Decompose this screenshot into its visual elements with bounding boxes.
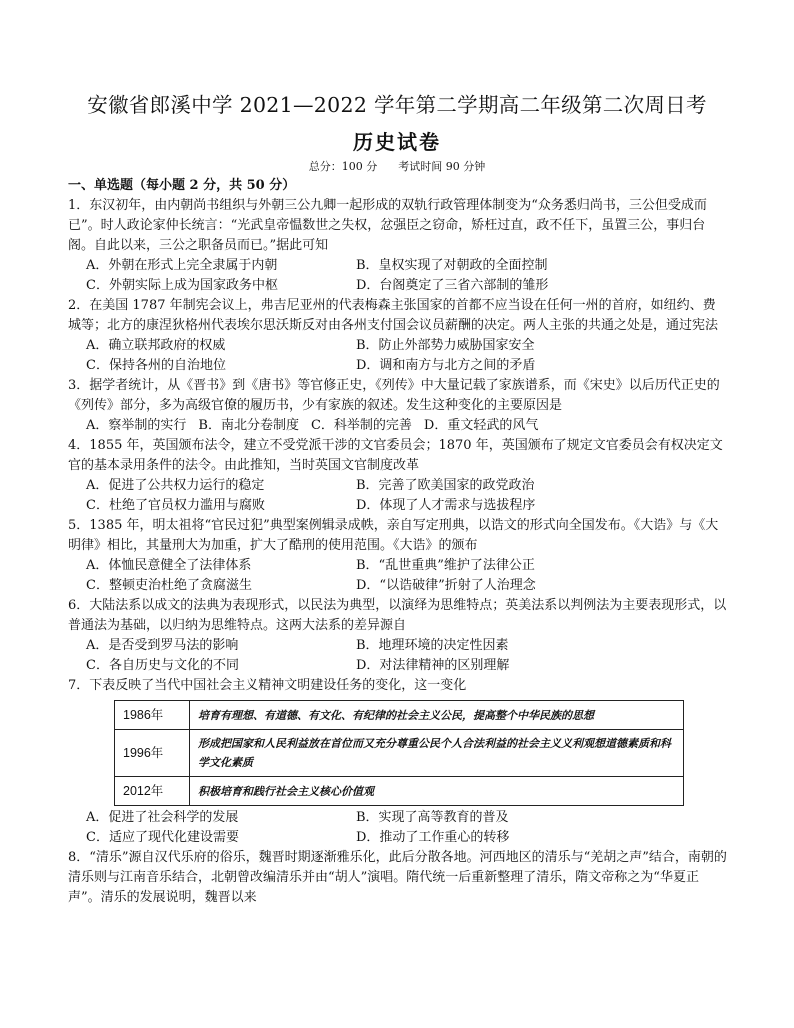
question-2 (68, 296, 728, 376)
question-3 (68, 376, 728, 436)
question-stem: 4．1855 年，英国颁布法令，建立不受党派干涉的文官委员会；1870 年，英国颁布了规定文官委员会有权决定文官的基本录用条件的法令。由此推知，当时英国文官制度改革 (68, 438, 723, 473)
option-d: D．台阁奠定了三省六部制的雏形 (356, 278, 549, 293)
option-a: A．促进了公共权力运行的稳定 (86, 478, 265, 493)
options (68, 808, 728, 848)
question-1 (68, 196, 728, 296)
question-7 (68, 676, 728, 848)
exam-meta: 总分：100 分 考试时间 90 分钟 (308, 160, 486, 173)
question-4 (68, 436, 728, 516)
options (68, 336, 728, 376)
exam-subtitle: 历史试卷 (353, 130, 441, 154)
option-d: D．重文轻武的风气 (423, 418, 539, 433)
question-stem: 5．1385 年，明太祖将“官民过犯”典型案例辑录成帙，亲自写定刑典，以诰文的形式向全国发布。《大诰》与《大明律》相比，其量刑大为加重，扩大了酷刑的使用范围。《大诰》的颁布 (68, 518, 719, 553)
exam-body (68, 176, 728, 908)
options (68, 636, 728, 676)
option-b: B．南北分卷制度 (198, 418, 299, 433)
question-stem: 2．在美国 1787 年制宪会议上，弗吉尼亚州的代表梅森主张国家的首都不应当设在任何一州的首府，如纽约、费城等；北方的康涅狄格州代表埃尔思沃斯反对由各州支付国会议员薪酬的决定。两人主张的共通之处是，通过宪法 (68, 298, 719, 333)
table-row (115, 777, 684, 806)
option-a: A．促进了社会科学的发展 (86, 810, 239, 825)
question-6 (68, 596, 728, 676)
option-a: A．体恤民意健全了法律体系 (86, 558, 252, 573)
table-cell-year: 1986年 (115, 701, 190, 730)
table-cell-content: 培育有理想、有道德、有文化、有纪律的社会主义公民，提高整个中华民族的思想 (190, 701, 684, 730)
option-c: C．适应了现代化建设需要 (86, 830, 239, 845)
option-a: A．察举制的实行 (86, 418, 187, 433)
question-5 (68, 516, 728, 596)
option-c: C．保持各州的自治地位 (86, 358, 226, 373)
option-d: D．“以诰破律”折射了人治理念 (356, 578, 536, 593)
option-b: B．完善了欧美国家的政党政治 (356, 478, 535, 493)
option-b: B．“乱世重典”维护了法律公正 (356, 558, 535, 573)
task-table (114, 700, 684, 806)
question-stem: 3．据学者统计，从《晋书》到《唐书》等官修正史，《列传》中大量记载了家族谱系，而《宋史》以后历代正史的《列传》部分，多为高级官僚的履历书，少有家族的叙述。发生这种变化的主要原因是 (68, 378, 720, 413)
option-c: C．杜绝了官员权力滥用与腐败 (86, 498, 265, 513)
option-b: B．防止外部势力威胁国家安全 (356, 338, 535, 353)
option-c: C．科举制的完善 (310, 418, 412, 433)
options (68, 476, 728, 516)
option-a: A．外朝在形式上完全隶属于内朝 (86, 258, 278, 273)
option-b: B．实现了高等教育的普及 (356, 810, 509, 825)
question-stem: 8．“清乐”源自汉代乐府的俗乐，魏晋时期逐渐雅乐化，此后分散各地。河西地区的清乐与“羌胡之声”结合，南朝的清乐则与江南音乐结合，北朝曾改编清乐并由“胡人”演唱。隋代统一后重新整理了清乐，隋文帝称之为“华夏正声”。清乐的发展说明，魏晋以来 (68, 850, 727, 905)
question-stem: 7．下表反映了当代中国社会主义精神文明建设任务的变化，这一变化 (68, 678, 467, 693)
option-b: B．地理环境的决定性因素 (356, 638, 509, 653)
options (68, 416, 728, 436)
table-cell-year: 1996年 (115, 730, 190, 777)
table-row (115, 730, 684, 777)
option-a: A．是否受到罗马法的影响 (86, 638, 239, 653)
options (68, 556, 728, 596)
option-a: A．确立联邦政府的权威 (86, 338, 226, 353)
option-d: D．调和南方与北方之间的矛盾 (356, 358, 536, 373)
question-8 (68, 848, 728, 908)
options (68, 256, 728, 296)
question-stem: 1．东汉初年，由内朝尚书组织与外朝三公九卿一起形成的双轨行政管理体制变为“众务悉归尚书，三公但受成而已”。时人政论家仲长统言：“光武皇帝愠数世之失权，忿强臣之窃命，矫枉过直，政不任下，虽置三公，事归台阁。自此以来，三公之职备员而已。”据此可知 (68, 198, 707, 253)
option-c: C．外朝实际上成为国家政务中枢 (86, 278, 278, 293)
exam-title: 安徽省郎溪中学 2021—2022 学年第二学期高二年级第二次周日考 (87, 93, 707, 117)
table-row (115, 701, 684, 730)
option-d: D．推动了工作重心的转移 (356, 830, 510, 845)
option-d: D．体现了人才需求与选拔程序 (356, 498, 536, 513)
table-cell-content: 积极培育和践行社会主义核心价值观 (190, 777, 684, 806)
table-cell-content: 形成把国家和人民利益放在首位而又充分尊重公民个人合法利益的社会主义义利观想道德素质和科学文化素质 (190, 730, 684, 777)
option-b: B．皇权实现了对朝政的全面控制 (356, 258, 548, 273)
question-stem: 6．大陆法系以成文的法典为表现形式，以民法为典型，以演绎为思维特点；英美法系以判例法为主要表现形式，以普通法为基础，以归纳为思维特点。这两大法系的差异源自 (68, 598, 727, 633)
table-cell-year: 2012年 (115, 777, 190, 806)
option-d: D．对法律精神的区别理解 (356, 658, 510, 673)
section-heading: 一、单选题（每小题 2 分，共 50 分） (68, 178, 296, 193)
option-c: C．各自历史与文化的不同 (86, 658, 239, 673)
option-c: C．整顿吏治杜绝了贪腐滋生 (86, 578, 252, 593)
